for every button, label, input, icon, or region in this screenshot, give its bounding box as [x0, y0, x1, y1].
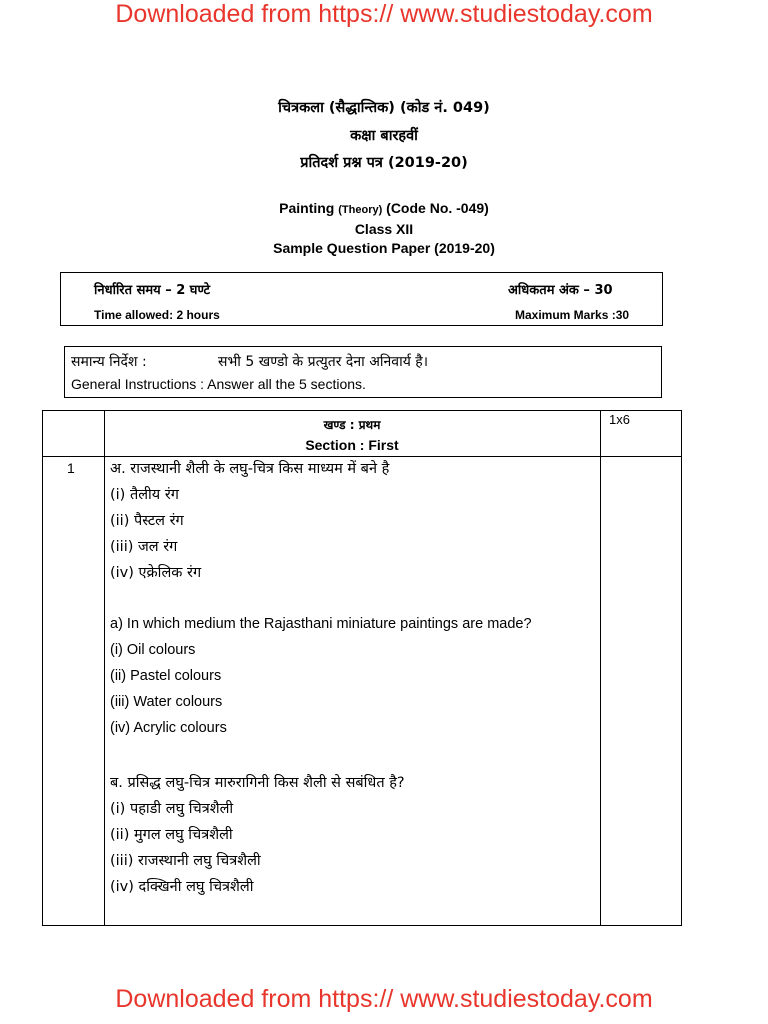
option-line: (i) Oil colours — [110, 642, 196, 658]
table-column-divider — [600, 411, 601, 925]
watermark-top: Downloaded from https:// www.studiestoday.com — [115, 0, 653, 28]
time-allowed: Time allowed: 2 hours — [94, 308, 220, 322]
option-line: (i) तैलीय रंग — [110, 487, 179, 503]
option-line: (i) पहाडी लघु चित्रशैली — [110, 801, 234, 817]
option-line: (iv) दक्खिनी लघु चित्रशैली — [110, 879, 254, 895]
marks-label: 1x6 — [609, 412, 630, 427]
paper-label: Sample Question Paper (2019-20) — [273, 240, 495, 256]
hindi-class: कक्षा बारहवीं — [350, 128, 418, 144]
option-line: (iv) एक्रेलिक रंग — [110, 565, 202, 581]
class-label: Class XII — [354, 221, 414, 237]
table-row-divider — [43, 456, 681, 457]
question-b-hindi: ब. प्रसिद्ध लघु-चित्र मारुरागिनी किस शैली से सबंधित है? — [110, 775, 405, 791]
table-column-divider — [104, 411, 105, 925]
hindi-paper: प्रतिदर्श प्रश्न पत्र (2019-20) — [300, 155, 468, 171]
section-english: Section : First — [305, 437, 399, 453]
option-line: (ii) पैस्टल रंग — [110, 513, 184, 529]
question-a-hindi: अ. राजस्थानी शैली के लघु-चित्र किस माध्यम में बने है — [110, 461, 390, 477]
title-code: (Code No. -049) — [386, 200, 489, 216]
instructions-english: General Instructions : Answer all the 5 sections. — [71, 376, 366, 392]
option-line: (iii) Water colours — [110, 694, 223, 710]
option-line: (ii) Pastel colours — [110, 668, 222, 684]
hindi-title: चित्रकला (सैद्धान्तिक) (कोड नं. 049) — [278, 100, 490, 116]
option-line: (iv) Acrylic colours — [110, 720, 227, 736]
question-number: 1 — [67, 460, 75, 476]
watermark-bottom: Downloaded from https:// www.studiestoday.com — [115, 985, 653, 1013]
option-line: (iii) राजस्थानी लघु चित्रशैली — [110, 853, 261, 869]
option-line: (iii) जल रंग — [110, 539, 178, 555]
instructions-hindi-text: सभी 5 खण्डो के प्रत्युतर देना अनिवार्य है। — [218, 354, 429, 370]
maximum-marks: Maximum Marks :30 — [515, 308, 630, 322]
title-prefix: Painting — [279, 200, 335, 216]
english-title — [0, 200, 768, 216]
section-hindi: खण्ड : प्रथम — [323, 418, 381, 432]
hindi-marks: अधिकतम अंक – 30 — [508, 283, 613, 298]
instructions-hindi-label: समान्य निर्देश : — [71, 354, 147, 370]
hindi-time: निर्धारित समय – 2 घण्टे — [94, 283, 211, 298]
title-theory: (Theory) — [338, 204, 383, 216]
option-line: (ii) मुगल लघु चित्रशैली — [110, 827, 233, 843]
question-a-english: a) In which medium the Rajasthani miniature paintings are made? — [110, 616, 532, 632]
